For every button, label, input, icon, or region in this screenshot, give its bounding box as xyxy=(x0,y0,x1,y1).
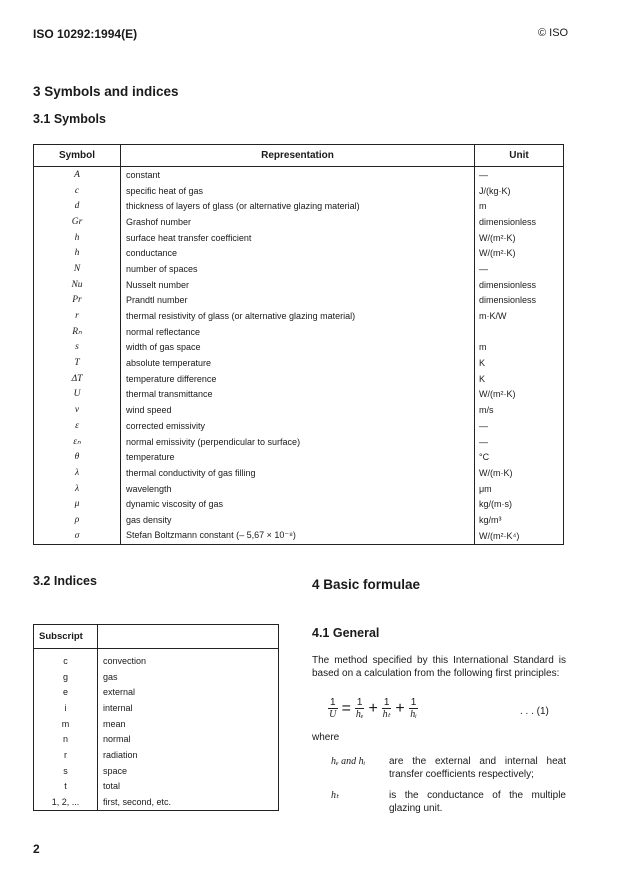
equation-1 xyxy=(328,697,418,720)
representation-cell: specific heat of gas xyxy=(126,185,204,196)
eq-t2-den: hₜ xyxy=(382,709,391,720)
unit-cell: dimensionless xyxy=(475,293,564,309)
representation-cell: thermal resistivity of glass (or alternative glazing material) xyxy=(126,311,356,322)
table-row xyxy=(34,794,279,810)
table-row xyxy=(34,649,279,669)
table-row xyxy=(34,261,564,277)
symbol-cell: h xyxy=(34,245,121,261)
eq-term-1 xyxy=(355,697,365,720)
representation-cell: wavelength xyxy=(126,483,172,494)
symbols-table-body xyxy=(34,167,564,545)
symbol-cell: s xyxy=(34,340,121,356)
symbol-cell: εₙ xyxy=(34,434,121,450)
table-row xyxy=(34,716,279,732)
subscript-cell: n xyxy=(34,731,98,747)
table-row xyxy=(34,747,279,763)
representation-cell: temperature xyxy=(126,452,175,463)
indices-header-row xyxy=(34,625,279,649)
indices-table-body xyxy=(34,649,279,811)
unit-cell: K xyxy=(475,355,564,371)
table-row xyxy=(34,731,279,747)
table-row xyxy=(34,763,279,779)
eq-term-2 xyxy=(382,697,392,720)
symbol-cell: N xyxy=(34,261,121,277)
symbols-col-unit: Unit xyxy=(475,145,564,167)
table-row xyxy=(34,277,564,293)
standard-id: ISO 10292:1994(E) xyxy=(33,27,138,41)
eq-plus-2: + xyxy=(395,699,405,717)
unit-cell: — xyxy=(475,434,564,450)
representation-cell: Prandtl number xyxy=(126,295,188,306)
symbol-cell: μ xyxy=(34,496,121,512)
table-row xyxy=(34,528,564,544)
meaning-cell: external xyxy=(98,684,279,700)
representation-cell: Grashof number xyxy=(126,216,192,227)
table-row xyxy=(34,465,564,481)
unit-cell: W/(m²·K⁴) xyxy=(475,528,564,544)
table-row xyxy=(34,700,279,716)
meaning-cell: convection xyxy=(98,649,279,669)
symbol-cell: r xyxy=(34,308,121,324)
symbol-cell: Pr xyxy=(34,293,121,309)
table-row xyxy=(34,293,564,309)
representation-cell: gas density xyxy=(126,514,172,525)
subscript-cell: s xyxy=(34,763,98,779)
symbol-cell: v xyxy=(34,402,121,418)
page-number: 2 xyxy=(33,842,40,856)
subscript-cell: e xyxy=(34,684,98,700)
meaning-cell: normal xyxy=(98,731,279,747)
table-row xyxy=(34,496,564,512)
indices-table xyxy=(33,624,279,811)
representation-cell: wind speed xyxy=(126,405,172,416)
table-row xyxy=(34,387,564,403)
section-3-2-title: 3.2 Indices xyxy=(33,574,97,588)
symbol-cell: ΔT xyxy=(34,371,121,387)
representation-cell: thickness of layers of glass (or alternative glazing material) xyxy=(126,201,360,212)
subscript-cell: 1, 2, ... xyxy=(34,794,98,810)
eq-t1-num: 1 xyxy=(356,697,363,708)
unit-cell: W/(m²·K) xyxy=(475,245,564,261)
symbol-cell: c xyxy=(34,183,121,199)
section-4-1-title: 4.1 General xyxy=(312,626,380,640)
indices-col-subscript: Subscript xyxy=(34,625,98,649)
unit-cell: W/(m²·K) xyxy=(475,387,564,403)
def-term-1: hₑ and hᵢ xyxy=(331,756,366,767)
table-row xyxy=(34,245,564,261)
table-row xyxy=(34,684,279,700)
table-row xyxy=(34,230,564,246)
unit-cell: dimensionless xyxy=(475,214,564,230)
unit-cell: m·K/W xyxy=(475,308,564,324)
eq-t1-den: hₑ xyxy=(355,709,364,720)
meaning-cell: space xyxy=(98,763,279,779)
table-row xyxy=(34,512,564,528)
subscript-cell: c xyxy=(34,649,98,669)
table-row xyxy=(34,418,564,434)
section-3-title: 3 Symbols and indices xyxy=(33,84,179,99)
subscript-cell: i xyxy=(34,700,98,716)
symbol-cell: h xyxy=(34,230,121,246)
table-row xyxy=(34,183,564,199)
meaning-cell: radiation xyxy=(98,747,279,763)
indices-col-meaning xyxy=(98,625,279,649)
eq-term-3 xyxy=(409,697,419,720)
eq-lhs-den: U xyxy=(329,709,337,720)
meaning-cell: internal xyxy=(98,700,279,716)
table-row xyxy=(34,340,564,356)
symbol-cell: ε xyxy=(34,418,121,434)
table-row xyxy=(34,434,564,450)
eq-lhs-num: 1 xyxy=(330,697,336,708)
representation-cell: conductance xyxy=(126,248,178,259)
unit-cell: °C xyxy=(475,449,564,465)
unit-cell: m/s xyxy=(475,402,564,418)
symbol-cell: θ xyxy=(34,449,121,465)
section-3-1-title: 3.1 Symbols xyxy=(33,112,106,126)
eq-equals: = xyxy=(341,699,351,717)
copyright-mark: © ISO xyxy=(538,27,569,39)
eq-t3-den: hᵢ xyxy=(410,709,417,720)
unit-cell: W/(m·K) xyxy=(475,465,564,481)
symbols-col-representation: Representation xyxy=(121,145,475,167)
eq-t3-num: 1 xyxy=(410,697,417,708)
representation-cell: normal emissivity (perpendicular to surface) xyxy=(126,436,301,447)
representation-cell: normal reflectance xyxy=(126,326,201,337)
symbol-cell: λ xyxy=(34,465,121,481)
where-label: where xyxy=(312,732,340,743)
eq-t2-num: 1 xyxy=(383,697,390,708)
symbol-cell: Gr xyxy=(34,214,121,230)
representation-cell: Nusselt number xyxy=(126,279,190,290)
meaning-cell: gas xyxy=(98,669,279,685)
symbol-cell: Rₙ xyxy=(34,324,121,340)
representation-cell: number of spaces xyxy=(126,263,198,274)
meaning-cell: total xyxy=(98,779,279,795)
representation-cell: absolute temperature xyxy=(126,358,212,369)
unit-cell: J/(kg·K) xyxy=(475,183,564,199)
representation-cell: thermal transmittance xyxy=(126,389,213,400)
representation-cell: dynamic viscosity of gas xyxy=(126,499,224,510)
unit-cell: m xyxy=(475,340,564,356)
table-row xyxy=(34,402,564,418)
unit-cell: — xyxy=(475,167,564,183)
unit-cell: — xyxy=(475,261,564,277)
table-row xyxy=(34,481,564,497)
representation-cell: Stefan Boltzmann constant (– 5,67 × 10⁻⁸) xyxy=(121,528,475,544)
unit-cell: kg/m³ xyxy=(475,512,564,528)
representation-cell: width of gas space xyxy=(126,342,201,353)
table-row xyxy=(34,669,279,685)
eq-lhs-fraction xyxy=(328,697,338,720)
symbols-table xyxy=(33,144,564,545)
table-row xyxy=(34,449,564,465)
unit-cell: dimensionless xyxy=(475,277,564,293)
symbols-col-symbol: Symbol xyxy=(34,145,121,167)
table-row xyxy=(34,214,564,230)
symbol-cell: U xyxy=(34,387,121,403)
symbol-cell: d xyxy=(34,198,121,214)
def-term-2: hₜ xyxy=(331,790,339,801)
table-row xyxy=(34,779,279,795)
section-4-title: 4 Basic formulae xyxy=(312,577,421,592)
eq-plus-1: + xyxy=(368,699,378,717)
unit-cell: μm xyxy=(475,481,564,497)
unit-cell: kg/(m·s) xyxy=(475,496,564,512)
symbol-cell: T xyxy=(34,355,121,371)
representation-cell: thermal conductivity of gas filling xyxy=(126,467,256,478)
equation-number: . . . (1) xyxy=(520,706,549,717)
table-row xyxy=(34,355,564,371)
table-row xyxy=(34,198,564,214)
table-row xyxy=(34,167,564,183)
symbol-cell: σ xyxy=(34,528,121,544)
general-paragraph: The method specified by this International Standard is based on a calculation from the following first principles: xyxy=(312,655,566,679)
symbol-cell: A xyxy=(34,167,121,183)
representation-cell: constant xyxy=(126,169,161,180)
representation-cell: corrected emissivity xyxy=(126,420,206,431)
symbol-cell: Nu xyxy=(34,277,121,293)
representation-cell: temperature difference xyxy=(126,373,217,384)
def-text-2: is the conductance of the multiple glazing unit. xyxy=(389,790,566,814)
representation-cell: surface heat transfer coefficient xyxy=(126,232,252,243)
subscript-cell: t xyxy=(34,779,98,795)
table-row xyxy=(34,371,564,387)
symbol-cell: ρ xyxy=(34,512,121,528)
meaning-cell: mean xyxy=(98,716,279,732)
table-row xyxy=(34,308,564,324)
unit-cell: — xyxy=(475,418,564,434)
unit-cell: W/(m²·K) xyxy=(475,230,564,246)
meaning-cell: first, second, etc. xyxy=(98,794,279,810)
subscript-cell: r xyxy=(34,747,98,763)
subscript-cell: m xyxy=(34,716,98,732)
symbols-header-row xyxy=(34,145,564,167)
unit-cell xyxy=(475,324,564,340)
subscript-cell: g xyxy=(34,669,98,685)
symbol-cell: λ xyxy=(34,481,121,497)
table-row xyxy=(34,324,564,340)
unit-cell: m xyxy=(475,198,564,214)
def-text-1: are the external and internal heat transfer coefficients respectively; xyxy=(389,756,566,780)
unit-cell: K xyxy=(475,371,564,387)
